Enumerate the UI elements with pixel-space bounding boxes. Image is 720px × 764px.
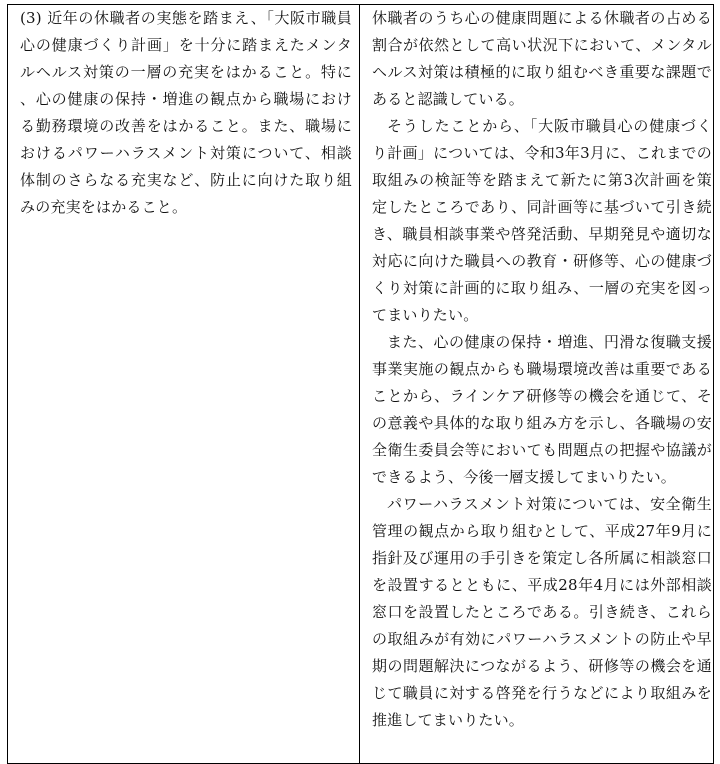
request-column bbox=[8, 5, 360, 763]
response-paragraph-2: そうしたことから、「大阪市職員心の健康づくり計画」については、令和3年3月に、これまでの取組みの検証等を踏まえて新たに第3次計画を策定したところであり、同計画等に基づいて引き続き、職員相談事業や啓発活動、早期発見や適切な対応に向けた職員への教育・研修等、心の健康づくり対策に計画的に取り組み、一層の充実を図ってまいりたい。 bbox=[372, 117, 712, 324]
response-paragraph-4: パワーハラスメント対策については、安全衛生管理の観点から取り組むとして、平成27年9月に指針及び運用の手引きを策定し各所属に相談窓口を設置するとともに、平成28年4月には外部相談窓口を設置したところである。引き続き、これらの取組みが有効にパワーハラスメントの防止や早期の問題解決につながるよう、研修等の機会を通じて職員に対する啓発を行うなどにより取組みを推進してまいりたい。 bbox=[372, 495, 712, 729]
response-paragraph-1: 休職者のうち心の健康問題による休職者の占める割合が依然として高い状況下において、メンタルヘルス対策は積極的に取り組むべき重要な課題であると認識している。 bbox=[372, 9, 712, 108]
request-text: 近年の休職者の実態を踏まえ、「大阪市職員心の健康づくり計画」を十分に踏まえたメンタルヘルス対策の一層の充実をはかること。特に、心の健康の保持・増進の観点から職場における勤務環境の改善をはかること。また、職場におけるパワーハラスメント対策について、相談体制のさらなる充実など、防止に向けた取り組みの充実をはかること。 bbox=[20, 9, 352, 216]
request-response-table bbox=[7, 4, 714, 764]
response-column bbox=[360, 5, 713, 763]
request-number: (3) bbox=[20, 9, 42, 27]
response-paragraph-3: また、心の健康の保持・増進、円滑な復職支援事業実施の観点からも職場環境改善は重要であることから、ラインケア研修等の機会を通じて、その意義や具体的な取り組み方を示し、各職場の安全衛生委員会等においても問題点の把握や協議ができるよう、今後一層支援してまいりたい。 bbox=[372, 333, 712, 486]
request-paragraph bbox=[20, 5, 352, 221]
